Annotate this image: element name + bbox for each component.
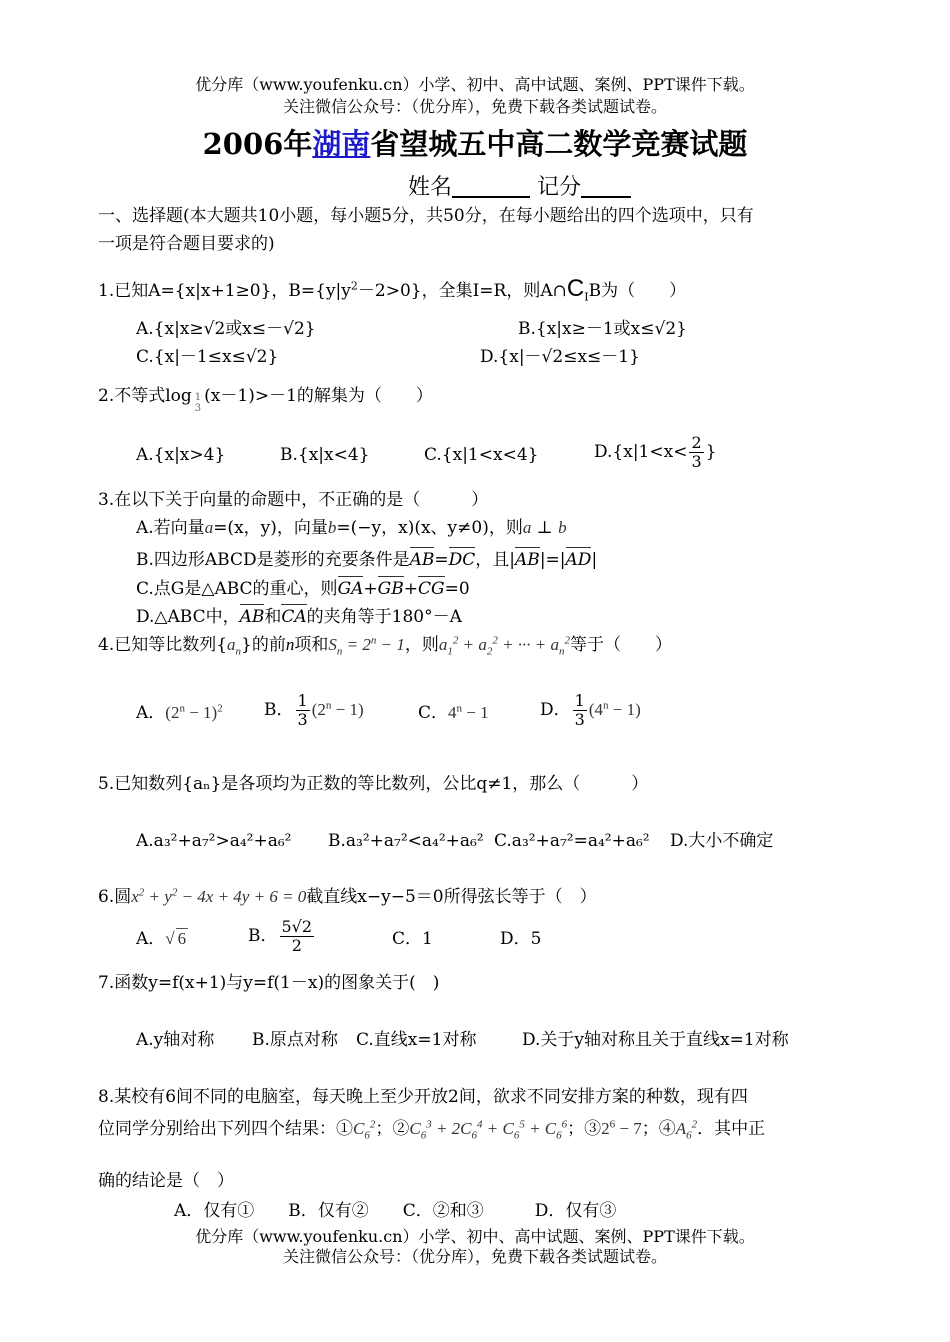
q3-option-a[interactable]: A.若向量a=(x，y)，向量b=(−y，x)(x、y≠0)，则a ⊥ b xyxy=(136,518,567,538)
q7-option-c[interactable]: C.直线x=1对称 xyxy=(356,1030,477,1050)
q2-option-d[interactable] xyxy=(594,434,716,471)
q1-stem-a: 1.已知A={x|x+1≥0}，B={y|y xyxy=(98,281,351,301)
q3-option-c[interactable]: C.点G是△ABC的重心，则GA+GB+CG=0 xyxy=(136,574,470,600)
q3-stem: 3.在以下关于向量的命题中，不正确的是（ ） xyxy=(98,490,489,510)
q1-option-b[interactable]: B.{x|x≥－1或x≤√2} xyxy=(518,319,687,339)
title-link-hunan[interactable]: 湖南 xyxy=(312,127,371,161)
q8-line-2: 位同学分别给出下列四个结果：$①C_6^2$；$②C_6^3 + 2C_6^4 + C_6^5 + C_6^6$；$③2^6 - 7$；$④A_6^2$．其中正 xyxy=(98,1118,766,1142)
score-blank[interactable] xyxy=(581,176,631,198)
name-label: 姓名 xyxy=(408,175,453,200)
q2-log-base: 1 3 xyxy=(194,392,202,414)
footer-line-1: 优分库（www.youfenku.cn）小学、初中、高中试题、案例、PPT课件下载。 xyxy=(195,1227,755,1246)
q5-option-c[interactable]: C.a₃²+a₇²=a₄²+a₆² xyxy=(494,831,650,851)
name-score-bar xyxy=(408,174,631,202)
q2-stem-a: 2.不等式log xyxy=(98,386,192,406)
q7-option-b[interactable]: B.原点对称 xyxy=(252,1030,338,1050)
q1-option-d[interactable]: D.{x|－√2≤x≤－1} xyxy=(480,347,640,367)
header-line-1: 优分库（www.youfenku.cn）小学、初中、高中试题、案例、PPT课件下载。 xyxy=(195,75,755,94)
q6-option-c[interactable]: C．1 xyxy=(392,929,433,949)
q1-stem-c: B为（ ） xyxy=(588,281,687,301)
score-label: 记分 xyxy=(537,175,582,200)
q6-option-a[interactable]: A．√ 6 xyxy=(136,929,187,949)
footer-line-2: 关注微信公众号：（优分库），免费下载各类试题试卷。 xyxy=(282,1247,667,1266)
q2-option-c[interactable]: C.{x|1<x<4} xyxy=(424,445,539,465)
q4-option-c[interactable]: C．$4^n - 1$ xyxy=(418,702,489,723)
q6-option-b[interactable]: B． $\frac{5√2}{2}$ xyxy=(248,917,313,955)
q8-line-3: 确的结论是（ ） xyxy=(98,1171,234,1191)
q3-option-b[interactable]: B.四边形ABCD是菱形的充要条件是AB=DC，且|AB|=|AD| xyxy=(136,545,597,571)
q2-option-d-close: } xyxy=(705,442,717,462)
name-blank[interactable] xyxy=(452,176,530,198)
q2-stem xyxy=(98,385,433,414)
q1-option-a[interactable]: A.{x|x≥√2或x≤－√2} xyxy=(136,319,316,339)
q4-option-a[interactable]: A．$(2^n - 1)^2$ xyxy=(136,702,223,723)
q1-stem: 1.已知A={x|x+1≥0}，$B=\{y|y^2-2>0\}$，全集I=R，则$A\cap C_IB$为（ ） xyxy=(98,275,687,304)
q2-option-b[interactable]: B.{x|x<4} xyxy=(280,445,370,465)
header-line-2: 关注微信公众号：（优分库），免费下载各类试题试卷。 xyxy=(282,97,667,116)
q2-option-a[interactable]: A.{x|x>4} xyxy=(136,445,226,465)
section-line-2: 一项是符合题目要求的) xyxy=(98,234,275,254)
q2-option-d-text: D.{x|1<x< xyxy=(594,442,688,462)
q8-options[interactable]: A．仅有① B．仅有② C．②和③ D．仅有③ xyxy=(174,1201,617,1221)
title-prefix: 2006年 xyxy=(202,127,313,161)
fraction-2-3: $\frac{2}{3}$ xyxy=(691,433,702,471)
q5-option-b[interactable]: B.a₃²+a₇²<a₄²+a₆² xyxy=(328,831,484,851)
q4-stem: 4.已知等比数列$\{a_n\}$的前n项和$S_n = 2^n - 1$，则$a_1^2 + a_2^2$ + ··· + $a_n^2$等于（ ） xyxy=(98,634,673,658)
title-suffix: 省望城五中高二数学竞赛试题 xyxy=(370,127,748,161)
q5-stem: 5.已知数列{aₙ}是各项均为正数的等比数列，公比q≠1，那么（ ） xyxy=(98,774,649,794)
q7-option-a[interactable]: A.y轴对称 xyxy=(136,1030,215,1050)
q2-stem-b: (x－1)>－1的解集为（ ） xyxy=(204,386,433,406)
q3-option-d[interactable]: D.△ABC中，AB和CA的夹角等于180°－A xyxy=(136,602,462,628)
q4-option-d[interactable]: D． $\frac{1}{3}$ $(4^n - 1)$ xyxy=(540,691,641,729)
q7-option-d[interactable]: D.关于y轴对称且关于直线x=1对称 xyxy=(522,1030,789,1050)
q4-option-b[interactable]: B． $\frac{1}{3}$ $(2^n - 1)$ xyxy=(264,691,364,729)
page-title xyxy=(0,126,950,162)
q6-option-d[interactable]: D．5 xyxy=(500,929,542,949)
q8-line-1: 8.某校有6间不同的电脑室，每天晚上至少开放2间，欲求不同安排方案的种数，现有四 xyxy=(98,1087,748,1107)
section-line-1: 一、选择题(本大题共10小题，每小题5分，共50分，在每小题给出的四个选项中，只有 xyxy=(98,206,754,226)
q6-stem: 6.圆$x^2 + y^2 - 4x + 4y + 6 = 0$截直线x−y−5＝0所得弦长等于（ ） xyxy=(98,886,597,907)
q5-option-a[interactable]: A.a₃²+a₇²>a₄²+a₆² xyxy=(136,831,292,851)
q1-stem-b: －2>0}，全集I=R，则A∩ xyxy=(357,281,567,301)
q7-stem: 7.函数y=f(x+1)与y=f(1－x)的图象关于( ) xyxy=(98,973,440,993)
q5-option-d[interactable]: D.大小不确定 xyxy=(670,831,774,851)
q1-option-c[interactable]: C.{x|－1≤x≤√2} xyxy=(136,347,279,367)
